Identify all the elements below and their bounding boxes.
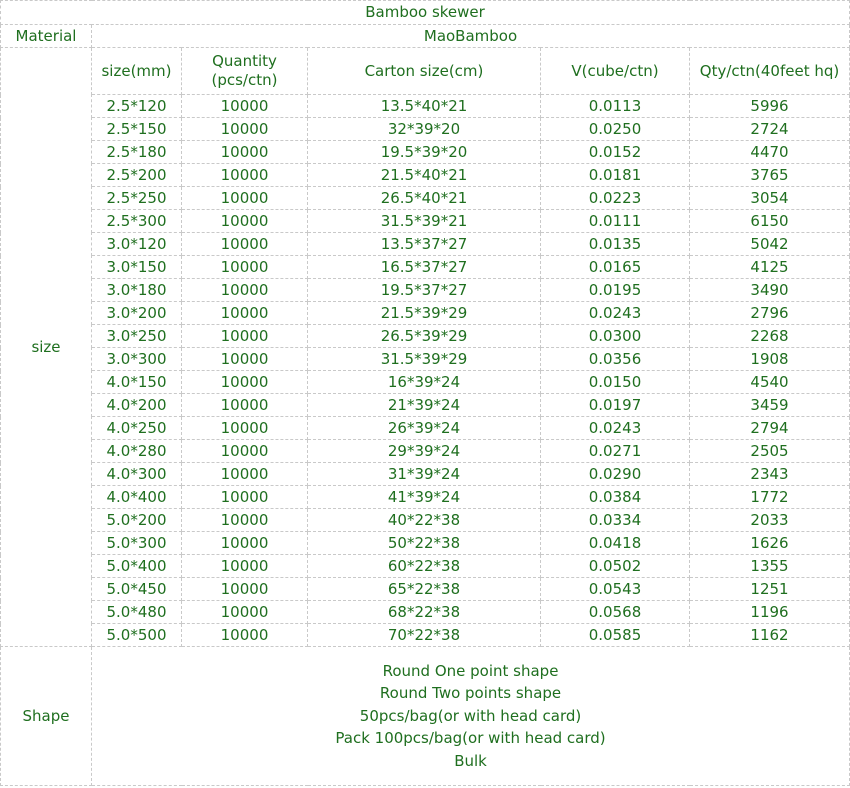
cell-quantity: 10000 [182, 440, 308, 463]
column-header-volume: V(cube/ctn) [541, 48, 690, 95]
cell-carton-size: 68*22*38 [308, 601, 541, 624]
cell-size: 4.0*150 [92, 371, 182, 394]
cell-volume: 0.0568 [541, 601, 690, 624]
cell-quantity: 10000 [182, 325, 308, 348]
table-row [1, 578, 850, 601]
table-row [1, 118, 850, 141]
cell-quantity: 10000 [182, 601, 308, 624]
cell-quantity: 10000 [182, 394, 308, 417]
cell-qty-per-container: 1355 [690, 555, 850, 578]
cell-qty-per-container: 3765 [690, 164, 850, 187]
cell-size: 5.0*300 [92, 532, 182, 555]
cell-size: 5.0*200 [92, 509, 182, 532]
cell-quantity: 10000 [182, 118, 308, 141]
cell-volume: 0.0418 [541, 532, 690, 555]
cell-size: 5.0*480 [92, 601, 182, 624]
table-row [1, 440, 850, 463]
table-row [1, 371, 850, 394]
cell-size: 2.5*120 [92, 95, 182, 118]
material-value: MaoBamboo [92, 25, 850, 48]
material-label: Material [1, 25, 92, 48]
cell-volume: 0.0290 [541, 463, 690, 486]
cell-size: 2.5*150 [92, 118, 182, 141]
cell-qty-per-container: 2505 [690, 440, 850, 463]
cell-qty-per-container: 2794 [690, 417, 850, 440]
cell-carton-size: 26*39*24 [308, 417, 541, 440]
cell-quantity: 10000 [182, 141, 308, 164]
cell-volume: 0.0243 [541, 417, 690, 440]
cell-carton-size: 26.5*39*29 [308, 325, 541, 348]
cell-volume: 0.0356 [541, 348, 690, 371]
cell-size: 2.5*200 [92, 164, 182, 187]
cell-qty-per-container: 2033 [690, 509, 850, 532]
table-row [1, 509, 850, 532]
cell-volume: 0.0223 [541, 187, 690, 210]
cell-volume: 0.0543 [541, 578, 690, 601]
cell-qty-per-container: 1908 [690, 348, 850, 371]
cell-qty-per-container: 3054 [690, 187, 850, 210]
cell-qty-per-container: 2343 [690, 463, 850, 486]
cell-size: 4.0*280 [92, 440, 182, 463]
cell-qty-per-container: 1626 [690, 532, 850, 555]
column-header-quantity-text: Quantity (pcs/ctn) [211, 52, 278, 89]
table-row [1, 279, 850, 302]
cell-size: 3.0*120 [92, 233, 182, 256]
cell-carton-size: 21.5*39*29 [308, 302, 541, 325]
cell-quantity: 10000 [182, 233, 308, 256]
cell-carton-size: 31*39*24 [308, 463, 541, 486]
cell-size: 4.0*250 [92, 417, 182, 440]
cell-carton-size: 19.5*37*27 [308, 279, 541, 302]
shape-option-line: Round One point shape [382, 661, 559, 680]
cell-size: 4.0*300 [92, 463, 182, 486]
table-row [1, 624, 850, 647]
table-row [1, 233, 850, 256]
cell-carton-size: 13.5*37*27 [308, 233, 541, 256]
cell-quantity: 10000 [182, 486, 308, 509]
cell-quantity: 10000 [182, 578, 308, 601]
column-header-size: size(mm) [92, 48, 182, 95]
cell-size: 4.0*200 [92, 394, 182, 417]
cell-quantity: 10000 [182, 302, 308, 325]
table-row [1, 348, 850, 371]
cell-carton-size: 26.5*40*21 [308, 187, 541, 210]
cell-volume: 0.0300 [541, 325, 690, 348]
cell-qty-per-container: 1196 [690, 601, 850, 624]
cell-size: 5.0*450 [92, 578, 182, 601]
cell-carton-size: 19.5*39*20 [308, 141, 541, 164]
cell-size: 4.0*400 [92, 486, 182, 509]
cell-size: 3.0*180 [92, 279, 182, 302]
cell-carton-size: 31.5*39*29 [308, 348, 541, 371]
cell-quantity: 10000 [182, 256, 308, 279]
shape-option-line: Bulk [454, 751, 487, 770]
cell-size: 5.0*400 [92, 555, 182, 578]
cell-quantity: 10000 [182, 532, 308, 555]
table-row [1, 256, 850, 279]
cell-size: 3.0*200 [92, 302, 182, 325]
cell-volume: 0.0197 [541, 394, 690, 417]
cell-carton-size: 29*39*24 [308, 440, 541, 463]
cell-quantity: 10000 [182, 463, 308, 486]
shape-label: Shape [1, 647, 92, 786]
cell-volume: 0.0165 [541, 256, 690, 279]
cell-volume: 0.0271 [541, 440, 690, 463]
cell-volume: 0.0585 [541, 624, 690, 647]
table-row [1, 302, 850, 325]
cell-carton-size: 13.5*40*21 [308, 95, 541, 118]
table-row [1, 210, 850, 233]
cell-qty-per-container: 4125 [690, 256, 850, 279]
cell-volume: 0.0135 [541, 233, 690, 256]
cell-volume: 0.0334 [541, 509, 690, 532]
table-title: Bamboo skewer [1, 1, 850, 25]
cell-volume: 0.0111 [541, 210, 690, 233]
shape-option-line: 50pcs/bag(or with head card) [359, 706, 582, 725]
cell-quantity: 10000 [182, 348, 308, 371]
table-row [1, 164, 850, 187]
shape-option-line: Round Two points shape [379, 684, 562, 703]
cell-volume: 0.0113 [541, 95, 690, 118]
table-row [1, 555, 850, 578]
cell-quantity: 10000 [182, 624, 308, 647]
cell-size: 3.0*150 [92, 256, 182, 279]
cell-carton-size: 32*39*20 [308, 118, 541, 141]
cell-carton-size: 31.5*39*21 [308, 210, 541, 233]
column-header-carton-size: Carton size(cm) [308, 48, 541, 95]
table-row [1, 187, 850, 210]
table-row [1, 141, 850, 164]
cell-carton-size: 21.5*40*21 [308, 164, 541, 187]
table-row [1, 394, 850, 417]
column-header-quantity [182, 48, 308, 95]
table-row [1, 95, 850, 118]
cell-quantity: 10000 [182, 187, 308, 210]
cell-carton-size: 50*22*38 [308, 532, 541, 555]
cell-qty-per-container: 1772 [690, 486, 850, 509]
size-label: size [1, 48, 92, 647]
cell-volume: 0.0384 [541, 486, 690, 509]
cell-carton-size: 21*39*24 [308, 394, 541, 417]
cell-quantity: 10000 [182, 509, 308, 532]
table-row [1, 463, 850, 486]
shape-options [92, 647, 850, 786]
cell-qty-per-container: 5996 [690, 95, 850, 118]
cell-qty-per-container: 2796 [690, 302, 850, 325]
cell-size: 2.5*180 [92, 141, 182, 164]
cell-quantity: 10000 [182, 555, 308, 578]
cell-quantity: 10000 [182, 210, 308, 233]
cell-qty-per-container: 1162 [690, 624, 850, 647]
table-row [1, 325, 850, 348]
cell-size: 2.5*300 [92, 210, 182, 233]
cell-carton-size: 65*22*38 [308, 578, 541, 601]
table-row [1, 417, 850, 440]
cell-volume: 0.0195 [541, 279, 690, 302]
cell-quantity: 10000 [182, 417, 308, 440]
shape-option-line: Pack 100pcs/bag(or with head card) [335, 729, 606, 748]
cell-size: 2.5*250 [92, 187, 182, 210]
cell-qty-per-container: 3490 [690, 279, 850, 302]
cell-carton-size: 16.5*37*27 [308, 256, 541, 279]
cell-qty-per-container: 6150 [690, 210, 850, 233]
cell-qty-per-container: 5042 [690, 233, 850, 256]
cell-qty-per-container: 1251 [690, 578, 850, 601]
cell-volume: 0.0250 [541, 118, 690, 141]
cell-volume: 0.0152 [541, 141, 690, 164]
cell-carton-size: 60*22*38 [308, 555, 541, 578]
cell-size: 5.0*500 [92, 624, 182, 647]
table-row [1, 601, 850, 624]
cell-size: 3.0*300 [92, 348, 182, 371]
cell-volume: 0.0181 [541, 164, 690, 187]
cell-qty-per-container: 4540 [690, 371, 850, 394]
cell-volume: 0.0243 [541, 302, 690, 325]
table-row [1, 532, 850, 555]
cell-carton-size: 40*22*38 [308, 509, 541, 532]
column-header-qty-per-container: Qty/ctn(40feet hq) [690, 48, 850, 95]
cell-carton-size: 70*22*38 [308, 624, 541, 647]
cell-qty-per-container: 2268 [690, 325, 850, 348]
cell-size: 3.0*250 [92, 325, 182, 348]
cell-quantity: 10000 [182, 164, 308, 187]
cell-quantity: 10000 [182, 95, 308, 118]
cell-quantity: 10000 [182, 371, 308, 394]
cell-volume: 0.0502 [541, 555, 690, 578]
cell-qty-per-container: 3459 [690, 394, 850, 417]
cell-carton-size: 16*39*24 [308, 371, 541, 394]
cell-qty-per-container: 4470 [690, 141, 850, 164]
cell-volume: 0.0150 [541, 371, 690, 394]
table-row [1, 486, 850, 509]
cell-carton-size: 41*39*24 [308, 486, 541, 509]
cell-qty-per-container: 2724 [690, 118, 850, 141]
cell-quantity: 10000 [182, 279, 308, 302]
